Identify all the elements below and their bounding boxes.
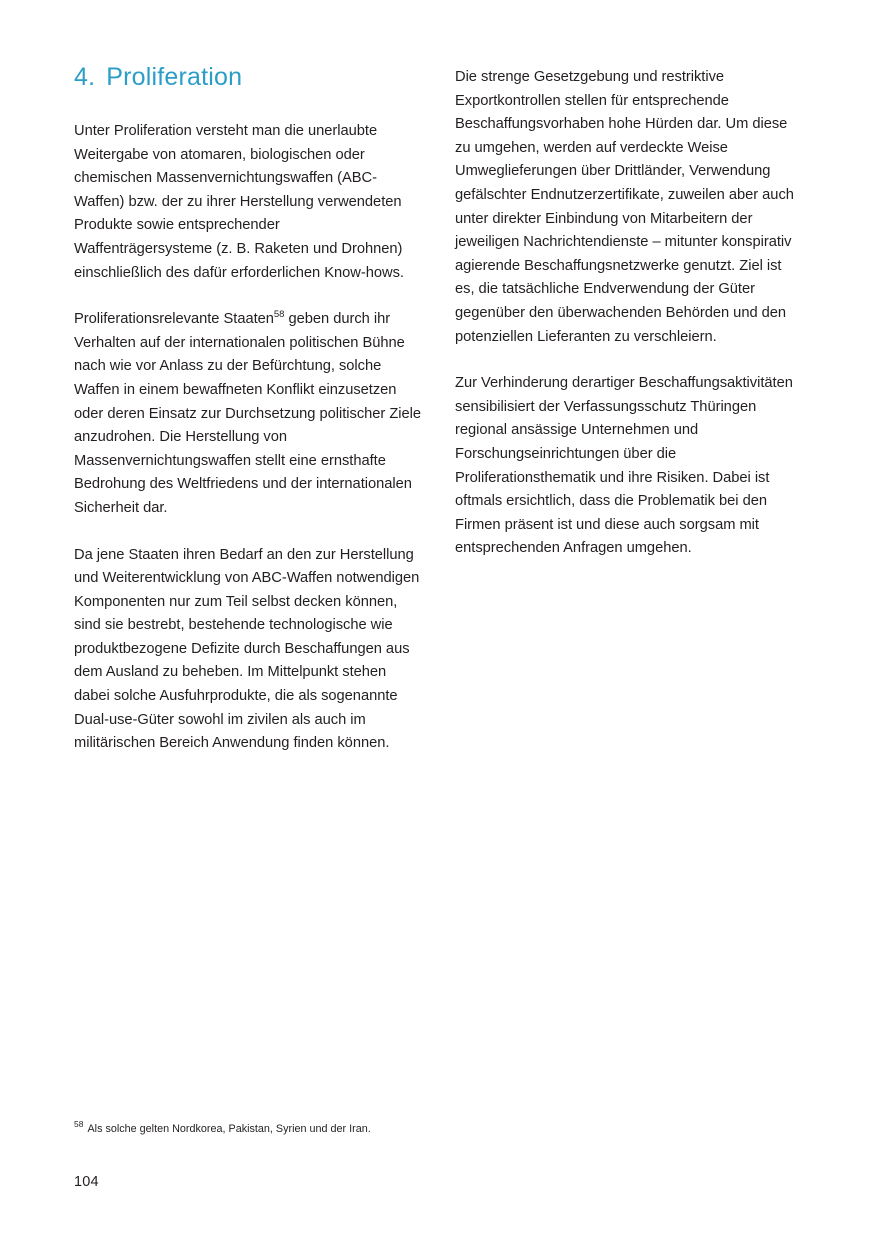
section-title: Proliferation: [106, 63, 243, 91]
footnote-marker-58: 58: [273, 309, 285, 321]
page-number: 104: [74, 1174, 99, 1190]
two-column-body: [74, 62, 802, 756]
right-column: [455, 62, 802, 756]
footnote-number: 58: [74, 1119, 84, 1130]
section-number: 4.: [74, 63, 96, 91]
paragraph-3: Da jene Staaten ihren Bedarf an den zur Herstellung und Weiterentwicklung von ABC-Waffen notwendigen Komponenten nur zum Teil selbst decken können, sind sie bestrebt, bestehende technologische wie produktbezogene Defizite durch Beschaffungen aus dem Ausland zu beheben. Im Mittelpunkt stehen dabei solche Ausfuhrprodukte, die als sogenannte Dual-use-Güter sowohl im zivilen als auch im militärischen Bereich Anwendung finden können.: [74, 546, 420, 752]
footnote-text: Als solche gelten Nordkorea, Pakistan, Syrien und der Iran.: [87, 1123, 371, 1135]
page-title: [74, 62, 421, 92]
paragraph-2: [74, 308, 421, 520]
paragraph-4: Die strenge Gesetzgebung und restriktive Exportkontrollen stellen für entsprechende Beschaffungsvorhaben hohe Hürden dar. Um diese zu umgehen, werden auf verdeckte Weise Umweglieferungen über Drittländer, Verwendung gefälschter Endnutzerzertifikate, zuweilen aber auch unter direkter Einbindung von Mitarbeitern der jeweiligen Nachrichtendienste – mitunter konspirativ agierende Beschaffungsnetzwerke genutzt. Ziel ist es, die tatsächliche Endverwendung der Güter gegenüber den überwachenden Behörden und den potenziellen Lieferanten zu verschleiern.: [455, 69, 794, 345]
footnote: [74, 1121, 574, 1137]
left-column: [74, 62, 421, 756]
paragraph-2-lead: Proliferationsrelevante Staaten: [74, 311, 274, 328]
paragraph-2-rest: geben durch ihr Verhalten auf der internationalen politischen Bühne nach wie vor Anlass zu der Befürchtung, solche Waffen in einem bewaffneten Konflikt einzusetzen oder deren Einsatz zur Durchsetzung politischer Ziele anzudrohen. Die Herstellung von Massenvernichtungswaffen stellt eine ernsthafte Bedrohung des Weltfriedens und der internationalen Sicherheit dar.: [74, 311, 422, 516]
paragraph-1: Unter Proliferation versteht man die unerlaubte Weitergabe von atomaren, biologischen oder chemischen Massenvernichtungswaffen (ABC-Waffen) bzw. der zu ihrer Herstellung verwendeten Produkte sowie entsprechender Waffenträgersysteme (z. B. Raketen und Drohnen) einschließlich des dafür erforderlichen Know-hows.: [74, 123, 404, 281]
paragraph-5: Zur Verhinderung derartiger Beschaffungsaktivitäten sensibilisiert der Verfassungsschutz Thüringen regional ansässige Unternehmen und Forschungseinrichtungen über die Proliferationsthematik und ihre Risiken. Dabei ist oftmals ersichtlich, dass die Problematik bei den Firmen präsent ist und diese auch sorgsam mit entsprechenden Anfragen umgehen.: [455, 375, 793, 557]
